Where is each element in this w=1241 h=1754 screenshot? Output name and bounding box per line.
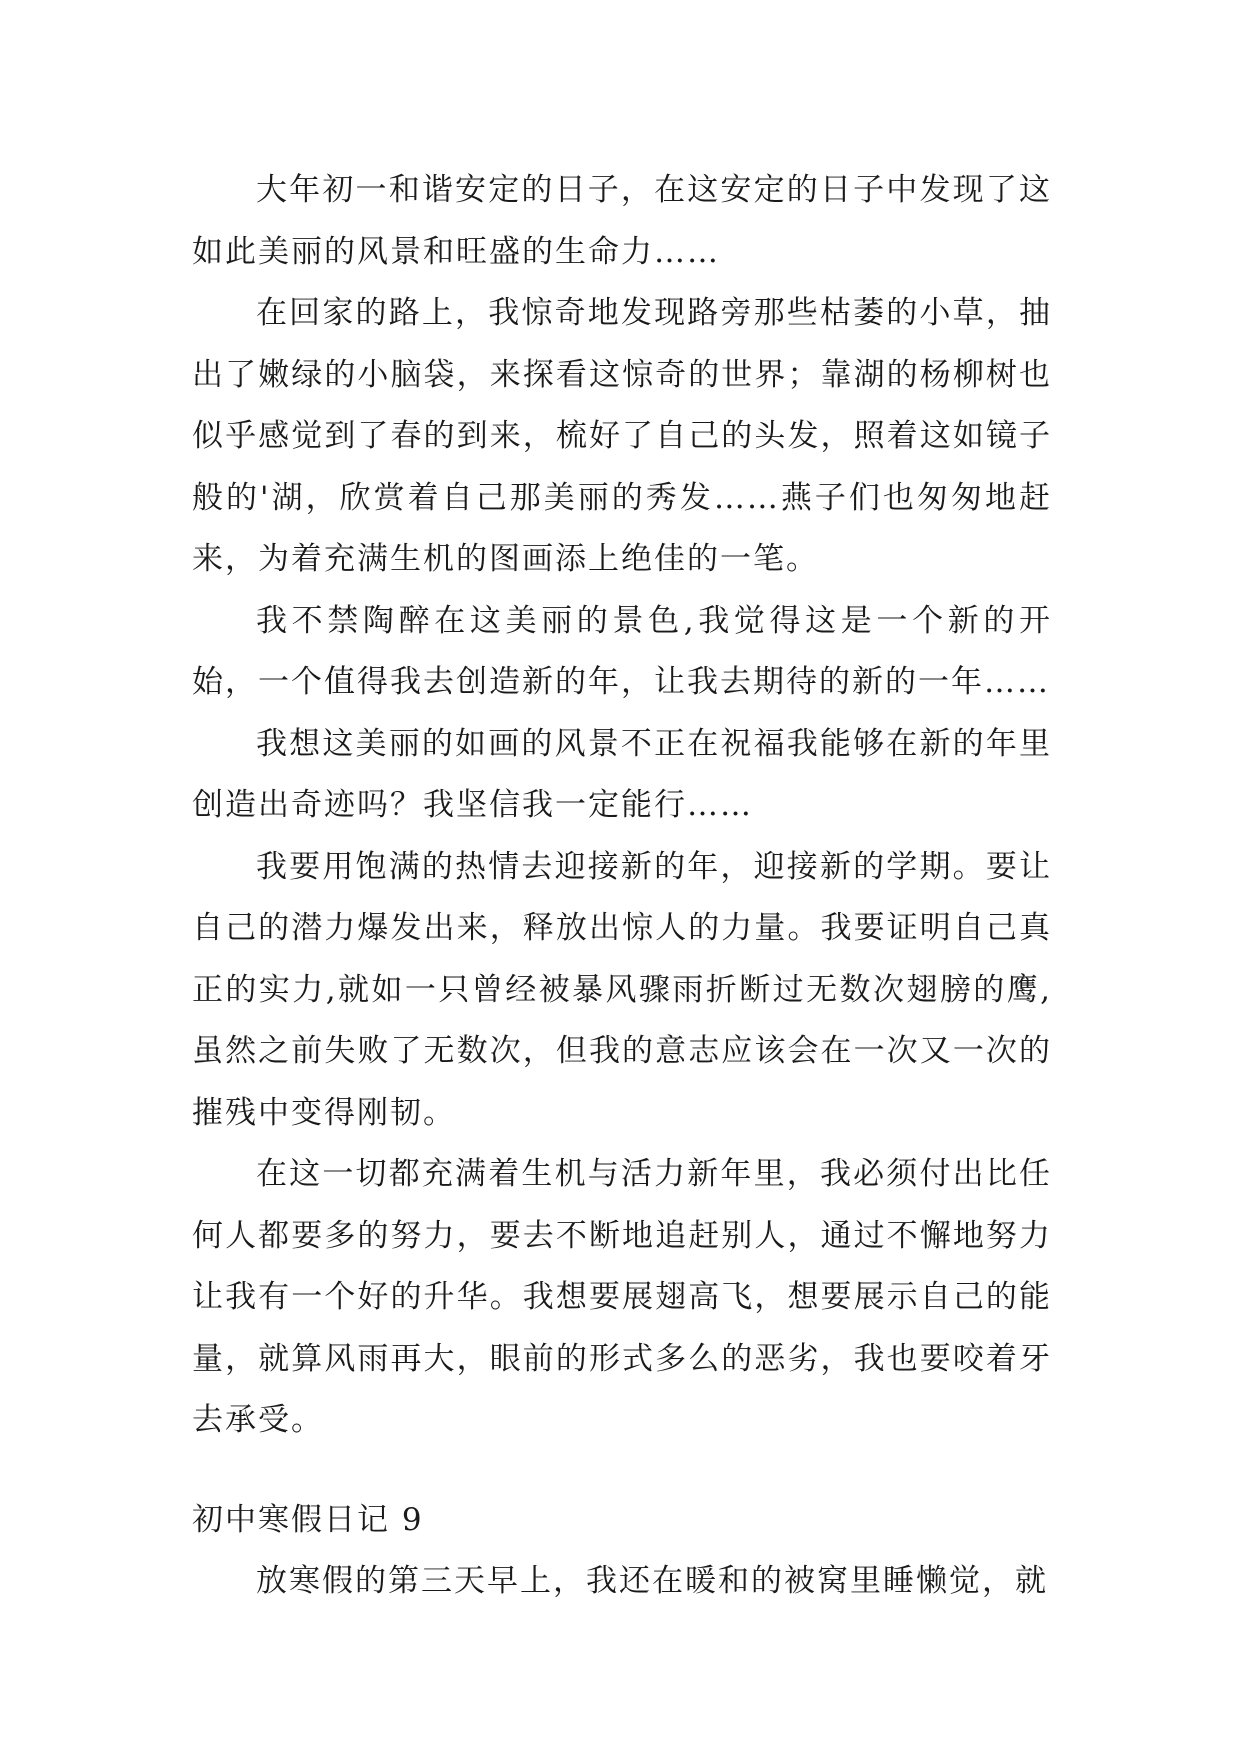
document-body xyxy=(192,160,1052,1613)
paragraph: 在回家的路上，我惊奇地发现路旁那些枯萎的小草，抽出了嫩绿的小脑袋，来探看这惊奇的世界；靠湖的杨柳树也似乎感觉到了春的到来，梳好了自己的头发，照着这如镜子般的'湖，欣赏着自己那美丽的秀发……燕子们也匆匆地赶来，为着充满生机的图画添上绝佳的一笔。 xyxy=(192,295,1052,577)
section-title: 初中寒假日记 9 xyxy=(192,1501,424,1538)
paragraph: 我不禁陶醉在这美丽的景色,我觉得这是一个新的开始，一个值得我去创造新的年，让我去期待的新的一年…… xyxy=(192,602,1052,700)
paragraph: 放寒假的第三天早上，我还在暖和的被窝里睡懒觉，就 xyxy=(256,1563,1048,1599)
paragraph: 在这一切都充满着生机与活力新年里，我必须付出比任何人都要多的努力，要去不断地追赶别人，通过不懈地努力让我有一个好的升华。我想要展翅高飞，想要展示自己的能量，就算风雨再大，眼前的形式多么的恶劣，我也要咬着牙去承受。 xyxy=(192,1156,1052,1438)
paragraph: 我要用饱满的热情去迎接新的年，迎接新的学期。要让自己的潜力爆发出来，释放出惊人的力量。我要证明自己真正的实力,就如一只曾经被暴风骤雨折断过无数次翅膀的鹰,虽然之前失败了无数次，但我的意志应该会在一次又一次的摧残中变得刚韧。 xyxy=(192,848,1052,1131)
paragraph: 大年初一和谐安定的日子，在这安定的日子中发现了这如此美丽的风景和旺盛的生命力…… xyxy=(192,172,1052,270)
paragraph: 我想这美丽的如画的风景不正在祝福我能够在新的年里创造出奇迹吗？我坚信我一定能行…… xyxy=(192,725,1052,823)
